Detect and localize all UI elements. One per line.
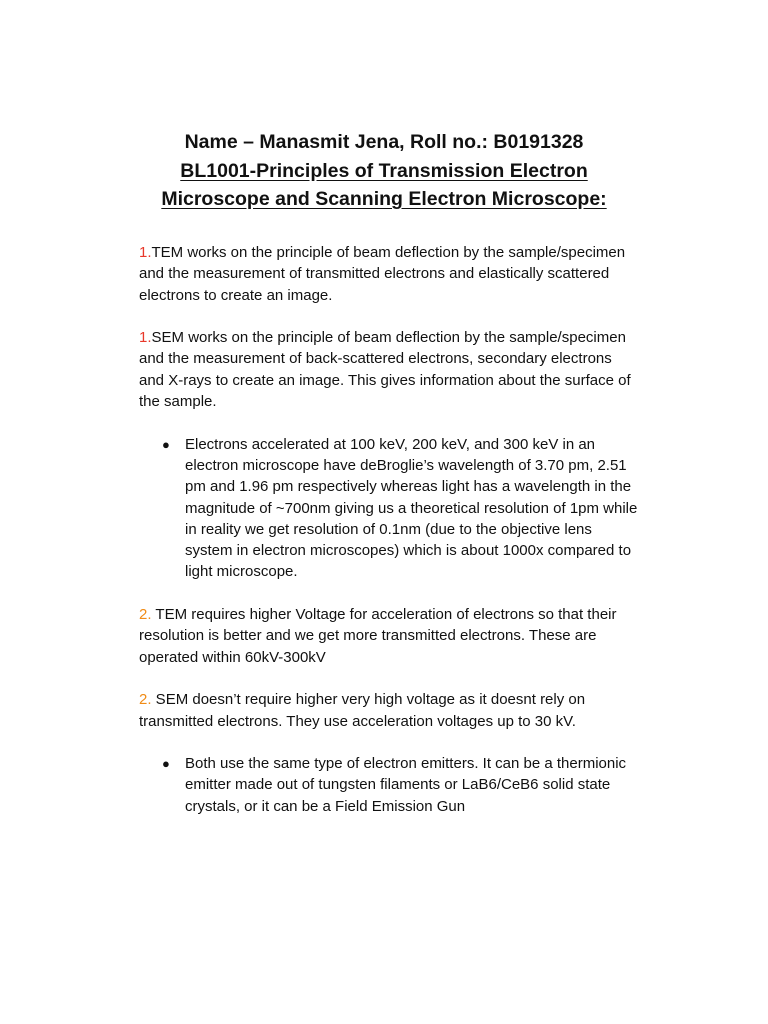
paragraph-tem-principle — [139, 242, 639, 306]
document-title-line-1: BL1001-Principles of Transmission Electron — [180, 159, 588, 182]
bullet-text: Electrons accelerated at 100 keV, 200 keV, and 300 keV in an electron microscope have deBroglie’s wavelength of 3.70 pm, 2.51 pm and 1.96 pm respectively whereas light has a wavelength in the magnitude of ~700nm giving us a theoretical resolution of 1pm while in reality we get resolution of 0.1nm (due to the objective lens system in electron microscopes) which is about 1000x compared to light microscope. — [185, 435, 638, 581]
bullet-icon: ● — [162, 756, 170, 772]
paragraph-number: 2. — [139, 691, 152, 709]
bullet-item-emitters — [139, 753, 639, 817]
paragraph-text: SEM works on the principle of beam deflection by the sample/specimen and the measurement of back-scattered electrons, secondary electrons and X-rays to create an image. This gives information about the surface of the sample. — [139, 329, 631, 411]
paragraph-text: TEM requires higher Voltage for acceleration of electrons so that their resolution is better and we get more transmitted electrons. These are operated within 60kV-300kV — [139, 606, 617, 666]
bullet-icon: ● — [162, 436, 170, 452]
paragraph-tem-voltage — [139, 604, 639, 668]
paragraph-number: 2. — [139, 606, 152, 624]
student-name-roll: Name – Manasmit Jena, Roll no.: B0191328 — [184, 131, 584, 153]
paragraph-text: TEM works on the principle of beam deflection by the sample/specimen and the measurement of transmitted electrons and elastically scattered electrons to create an image. — [139, 244, 626, 304]
paragraph-sem-voltage — [139, 689, 639, 732]
bullet-item-wavelength — [139, 434, 639, 583]
document-title-line-2: Microscope and Scanning Electron Microscope: — [161, 188, 607, 210]
document-body — [139, 242, 639, 838]
paragraph-number: 1. — [139, 244, 152, 261]
paragraph-text: SEM doesn’t require higher very high voltage as it doesnt rely on transmitted electrons. They use acceleration voltages up to 30 kV. — [139, 691, 586, 730]
paragraph-sem-principle — [139, 327, 639, 412]
bullet-text: Both use the same type of electron emitters. It can be a thermionic emitter made out of tungsten filaments or LaB6/CeB6 solid state crystals, or it can be a Field Emission Gun — [185, 755, 627, 815]
paragraph-number: 1. — [139, 329, 152, 347]
document-header — [0, 128, 768, 214]
